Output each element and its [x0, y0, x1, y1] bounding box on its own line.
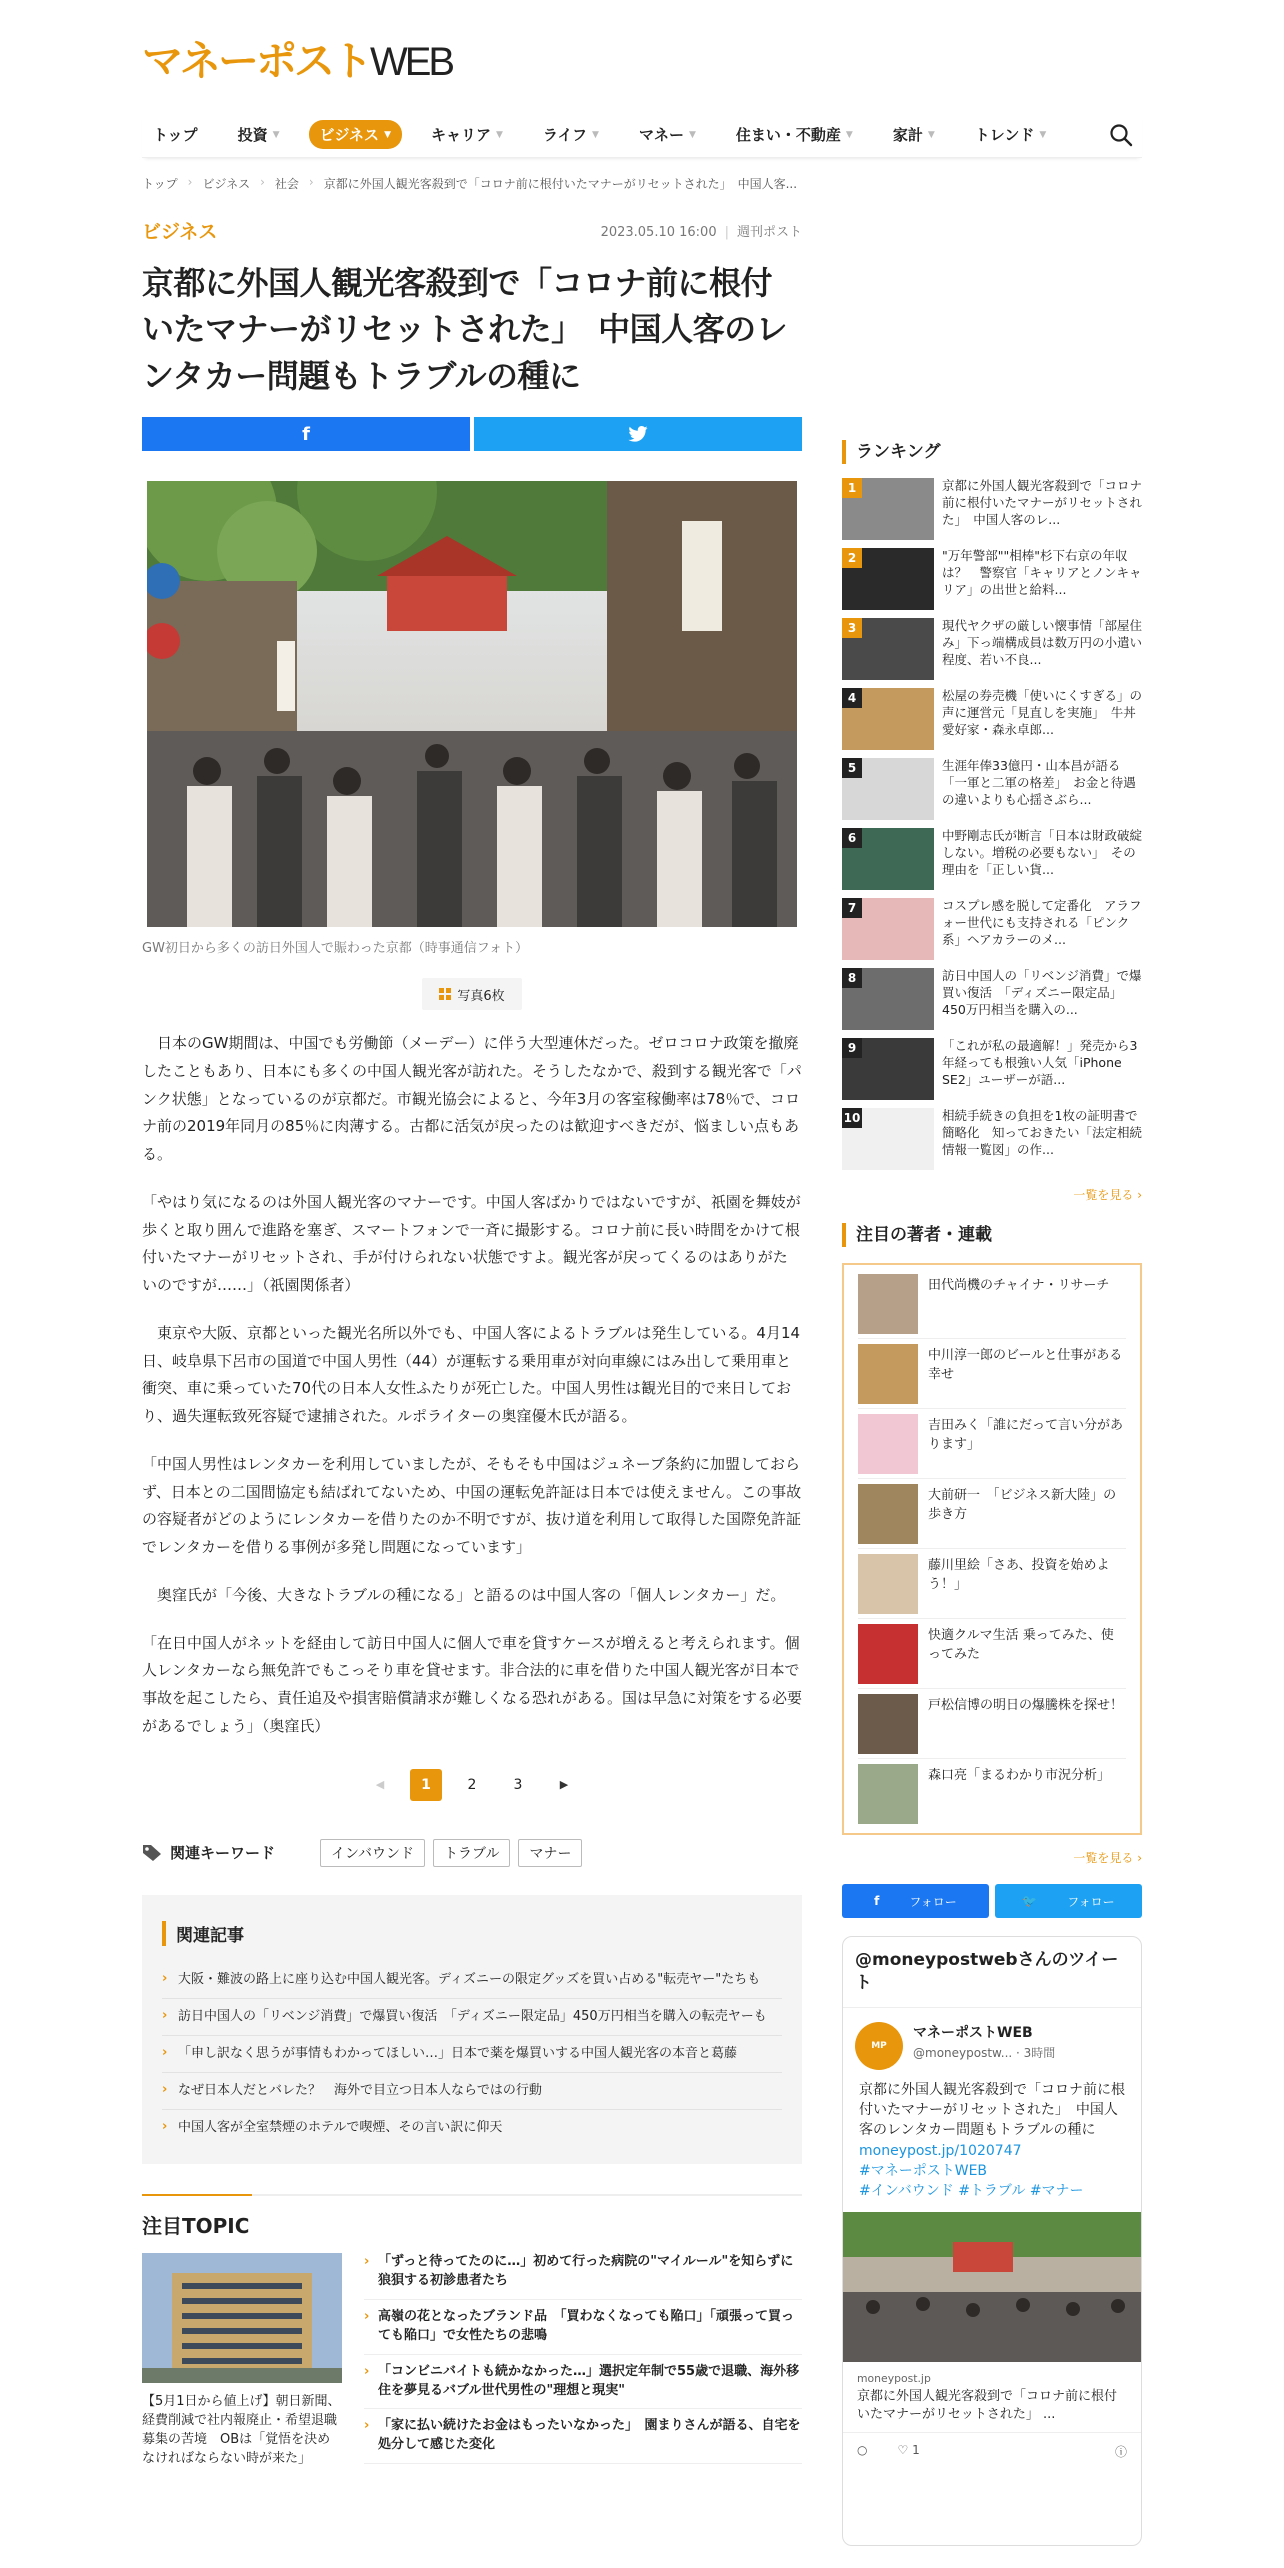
kyoto-street-image	[147, 481, 797, 927]
ranking-item[interactable]	[842, 548, 1142, 618]
nav-item-2[interactable]	[309, 120, 402, 149]
nav-item-label: トップ	[153, 126, 198, 144]
article-title: 京都に外国人観光客殺到で「コロナ前に根付いたマナーがリセットされた」 中国人客のレンタカー問題もトラブルの種に	[142, 264, 788, 395]
author-name: 大前研一 「ビジネス新大陸」の歩き方	[928, 1488, 1117, 1522]
author-avatar	[858, 1274, 918, 1334]
next-page-icon[interactable]: ▶	[559, 1778, 569, 1792]
ranking-item[interactable]	[842, 828, 1142, 898]
ranking-item[interactable]	[842, 758, 1142, 828]
author-item[interactable]	[858, 1689, 1126, 1759]
nav-item-label: 投資	[237, 126, 268, 144]
nav-item-1[interactable]	[227, 120, 291, 149]
breadcrumb-item[interactable]: トップ	[142, 177, 178, 191]
author-name: 快適クルマ生活 乗ってみた、使ってみた	[928, 1628, 1114, 1662]
nav-item-4[interactable]	[532, 120, 610, 149]
author-item[interactable]	[858, 1549, 1126, 1619]
article-photo[interactable]	[147, 481, 797, 927]
photo-gallery-button[interactable]	[422, 978, 522, 1010]
twitter-follow-button[interactable]	[995, 1884, 1142, 1918]
page-link-3[interactable]: 3	[513, 1776, 523, 1793]
tweet-text	[843, 2070, 1141, 2212]
site-header	[142, 0, 1142, 95]
info-icon[interactable]: ⓘ	[1114, 2445, 1127, 2460]
related-article-link[interactable]: › 中国人客が全室禁煙のホテルで喫煙、その言い訳に仰天	[162, 2110, 782, 2146]
breadcrumb-item: 京都に外国人観光客殺到で「コロナ前に根付いたマナーがリセットされた」 中国人客...	[323, 177, 798, 191]
ranking-title-text: 中野剛志氏が断言「日本は財政破綻しない。増税の必要もない」 その理由を「正しい貨...	[942, 828, 1142, 877]
pagination	[142, 1769, 802, 1801]
nav-item-8[interactable]	[964, 120, 1058, 149]
ranking-number: 8	[842, 968, 862, 988]
ranking-thumbnail	[842, 618, 934, 680]
nav-item-0[interactable]	[142, 120, 209, 149]
page-link-2[interactable]: 2	[467, 1776, 477, 1793]
authors-list	[842, 1263, 1142, 1835]
photo-gallery-label: 写真6枚	[457, 988, 505, 1004]
ranking-number: 5	[842, 758, 862, 778]
topic-link[interactable]: › 「コンビニバイトも続かなかった…」選択定年制で55歳で退職、海外移住を夢見るバブル世代男性の"理想と現実"	[364, 2363, 802, 2410]
tweet-card[interactable]	[843, 2362, 1141, 2434]
nav-item-label: ライフ	[542, 126, 588, 144]
tag-icon	[142, 1844, 162, 1862]
related-title: 関連記事	[162, 1921, 782, 1946]
ranking-thumbnail	[842, 1108, 934, 1170]
ranking-title-text: 訪日中国人の「リベンジ消費」で爆買い復活 「ディズニー限定品」450万円相当を購入の...	[942, 968, 1142, 1017]
author-avatar	[858, 1554, 918, 1614]
tweet-actions	[843, 2433, 1141, 2470]
ranking-thumbnail	[842, 1038, 934, 1100]
related-article-link[interactable]: › 訪日中国人の「リベンジ消費」で爆買い復活 「ディズニー限定品」450万円相当を購入の転売ヤーも	[162, 1999, 782, 2036]
author-item[interactable]	[858, 1479, 1126, 1549]
tweet-username: マネーポストWEB	[913, 2024, 1033, 2041]
breadcrumb-separator: ›	[260, 175, 265, 189]
article-body	[142, 1030, 802, 1741]
author-name: 藤川里絵「さあ、投資を始めよう！」	[928, 1558, 1110, 1592]
ranking-title-text: "万年警部""相棒"杉下右京の年収は？ 警察官「キャリアとノンキャリア」の出世と給料...	[942, 548, 1142, 597]
related-article-link[interactable]: › なぜ日本人だとバレた？ 海外で目立つ日本人ならではの行動	[162, 2073, 782, 2110]
ranking-thumbnail	[842, 968, 934, 1030]
article-source: 週刊ポスト	[736, 224, 802, 240]
author-name: 戸松信博の明日の爆騰株を探せ！	[928, 1698, 1124, 1713]
chevron-down-icon: ▼	[272, 129, 280, 140]
article-column	[142, 210, 802, 2472]
chevron-down-icon: ▼	[592, 129, 599, 140]
search-icon[interactable]	[1108, 122, 1134, 148]
site-logo[interactable]	[142, 30, 453, 85]
authors-title: 注目の著者・連載	[842, 1223, 1142, 1247]
keywords-heading	[142, 1842, 312, 1863]
topic-feature-text: 【5月1日から値上げ】朝日新聞、経費削減で社内報廃止・希望退職募集の苦境 OBは「覚悟を決めなければならない時が来た」	[142, 2394, 341, 2466]
tweet-avatar: MP	[855, 2022, 903, 2070]
ranking-thumbnail	[842, 688, 934, 750]
ranking-title-text: 生涯年俸33億円・山本昌が語る「一軍と二軍の格差」 お金と待遇の違いよりも心揺さぶら...	[942, 758, 1136, 807]
authors-more-label: 一覧を見る	[1073, 1851, 1134, 1865]
ranking-item[interactable]	[842, 968, 1142, 1038]
author-avatar	[858, 1484, 918, 1544]
tweet-link[interactable]: moneypost.jp/1020747	[859, 2142, 1022, 2159]
tweet-card-domain: moneypost.jp	[857, 2371, 931, 2385]
authors-more-link[interactable]: 一覧を見る ›	[1073, 1851, 1142, 1865]
nav-item-label: トレンド	[974, 126, 1035, 144]
breadcrumb-item[interactable]: 社会	[274, 177, 299, 191]
keywords-label: 関連キーワード	[170, 1844, 276, 1863]
ranking-item[interactable]	[842, 618, 1142, 688]
nav-item-label: マネー	[638, 126, 684, 144]
author-item[interactable]	[858, 1619, 1126, 1689]
article-paragraph: 「中国人男性はレンタカーを利用していましたが、そもそも中国はジュネーブ条約に加盟しておらず、日本との二国間協定も結ばれてないため、中国の運転免許証は日本では使えません。この事故の容疑者がどのようにレンタカーを借りたのか不明ですが、抜け道を利用して取得した国際免許証でレンタカーを借りる事例が多発し問題になっています」	[142, 1454, 802, 1557]
author-item[interactable]	[858, 1339, 1126, 1409]
ranking-number: 7	[842, 898, 862, 918]
nav-item-label: 住まい・不動産	[735, 126, 841, 144]
share-bar	[142, 417, 802, 451]
logo-sub: WEB	[370, 40, 453, 84]
author-name: 田代尚機のチャイナ・リサーチ	[928, 1278, 1110, 1293]
ranking-thumbnail	[842, 548, 934, 610]
ranking-item[interactable]	[842, 898, 1142, 968]
page-link-1[interactable]: 1	[410, 1769, 442, 1801]
tweet-header[interactable]: @moneypostwebさんのツイート	[843, 1937, 1141, 2008]
ranking-thumbnail	[842, 758, 934, 820]
topic-link[interactable]: › 「家に払い続けたお金はもったいなかった」 園まりさんが語る、自宅を処分して感じた変化	[364, 2417, 802, 2464]
related-article-link[interactable]: › 大阪・難波の路上に座り込む中国人観光客。ディズニーの限定グッズを買い占める"転売ヤー"たちも	[162, 1962, 782, 1999]
chevron-down-icon: ▼	[384, 129, 391, 140]
topic-title: 注目TOPIC	[142, 2214, 250, 2239]
chevron-down-icon: ▼	[1039, 129, 1047, 140]
reply-icon[interactable]: ○	[857, 2443, 868, 2458]
ranking-title: ランキング	[842, 440, 1142, 464]
author-avatar	[858, 1344, 918, 1404]
tweet-hashtags[interactable]: #マネーポストWEB #インバウンド #トラブル #マナー	[859, 2163, 1084, 2200]
facebook-share-button[interactable]	[142, 417, 470, 451]
prev-page-icon: ◀	[375, 1778, 385, 1792]
ranking-thumbnail	[842, 828, 934, 890]
ranking-number: 9	[842, 1038, 862, 1058]
ranking-item[interactable]	[842, 1038, 1142, 1108]
article-paragraph: 「在日中国人がネットを経由して訪日中国人に個人で車を貸すケースが増えると考えられます。個人レンタカーなら無免許でもこっそり車を貸せます。非合法的に車を借りた中国人観光客が日本で事故を起こしたら、責任追及や損害賠償請求が難しくなる恐れがある。国は早急に対策をする必要があるでしょう」（奥窪氏）	[142, 1633, 803, 1735]
author-item[interactable]	[858, 1269, 1126, 1339]
author-avatar	[858, 1764, 918, 1824]
ranking-item[interactable]	[842, 1108, 1142, 1178]
topic-feature[interactable]	[142, 2253, 342, 2472]
article-meta	[142, 210, 802, 250]
facebook-icon: f	[302, 423, 310, 445]
author-item[interactable]	[858, 1759, 1126, 1829]
nav-item-5[interactable]	[628, 120, 707, 149]
follow-buttons	[842, 1884, 1142, 1918]
article-paragraph: 日本のGW期間は、中国でも労働節（メーデー）に伴う大型連休だった。ゼロコロナ政策を撤廃したこともあり、日本にも多くの中国人観光客が訪れた。そうしたなかで、殺到する観光客で「パンク状態」となっているのが京都だ。市観光協会によると、今年3月の客室稼働率は78％で、コロナ前の2019年同月の85％に肉薄する。古都に活気が戻ったのは歓迎すべきだが、悩ましい点もある。	[142, 1034, 802, 1164]
ranking-number: 4	[842, 688, 862, 708]
breadcrumb-separator: ›	[308, 175, 314, 189]
related-article-link[interactable]: › 「申し訳なく思うが事情もわかってほしい…」日本で薬を爆買いする中国人観光客の本音と葛藤	[162, 2036, 782, 2073]
topic-link[interactable]: › 「ずっと待ってたのに…」初めて行った病院の"マイルール"を知らずに狼狽する初診患者たち	[364, 2253, 802, 2300]
tweet-handle: @moneypostw... · 3時間	[913, 2045, 1056, 2060]
logo-main: マネーポスト	[142, 37, 370, 85]
topic-link[interactable]: › 高嶺の花となったブランド品 「買わなくなっても陥口」「頑張って買っても陥口」で女性たちの悲鳴	[364, 2308, 802, 2355]
keyword-tag[interactable]: トラブル	[433, 1839, 510, 1867]
nav-item-label: 家計	[892, 126, 923, 144]
twitter-share-button[interactable]	[474, 417, 802, 451]
breadcrumb-item[interactable]: ビジネス	[202, 177, 251, 191]
keyword-tag[interactable]: マナー	[518, 1839, 582, 1867]
ranking-number: 1	[842, 478, 862, 498]
facebook-icon: f	[874, 1894, 880, 1908]
twitter-embed	[842, 1936, 1142, 2546]
nav-item-6[interactable]	[725, 120, 864, 149]
global-nav	[142, 112, 1142, 158]
facebook-follow-button[interactable]	[842, 1884, 989, 1918]
article-paragraph: 東京や大阪、京都といった観光名所以外でも、中国人客によるトラブルは発生している。4月14日、岐阜県下呂市の国道で中国人男性（44）が運転する乗用車が対向車線にはみ出して乗用車と衝突、車に乗っていた70代の日本人女性ふたりが死亡した。中国人男性は観光目的で来日しており、過失運転致死容疑で逮捕された。ルポライターの奥窪優木氏が語る。	[142, 1323, 801, 1426]
ranking-item[interactable]	[842, 688, 1142, 758]
tweet-body: 京都に外国人観光客殺到で「コロナ前に根付いたマナーがリセットされた」 中国人客のレンタカー問題もトラブルの種に	[859, 2081, 1125, 2139]
ranking-title-text: 現代ヤクザの厳しい懐事情「部屋住み」下っ端構成員は数万円の小遣い程度、若い不良...	[942, 618, 1142, 667]
ranking-item[interactable]	[842, 478, 1142, 548]
twitter-follow-label: フォロー	[1067, 1894, 1115, 1909]
twitter-icon: 🐦	[1022, 1894, 1038, 1908]
topic-feature-image	[142, 2253, 342, 2383]
article-paragraph: 奥窪氏が「今後、大きなトラブルの種になる」と語るのは中国人客の「個人レンタカー」だ。	[142, 1585, 786, 1604]
keyword-tag[interactable]: インバウンド	[320, 1839, 425, 1867]
ranking-title-text: 相続手続きの負担を1枚の証明書で簡略化 知っておきたい「法定相続情報一覧図」の作...	[942, 1108, 1142, 1157]
twitter-icon	[628, 426, 648, 442]
author-name: 吉田みく「誰にだって言い分があります」	[928, 1418, 1124, 1452]
chevron-down-icon: ▼	[845, 129, 853, 140]
ranking-number: 10	[842, 1108, 862, 1128]
article-category[interactable]: ビジネス	[142, 220, 218, 243]
tweet-card-title: 京都に外国人観光客殺到で「コロナ前に根付いたマナーがリセットされた」 ...	[857, 2388, 1118, 2423]
nav-item-label: キャリア	[430, 126, 491, 144]
nav-item-3[interactable]	[420, 120, 514, 149]
related-keywords	[142, 1839, 802, 1867]
author-name: 森口亮「まるわかり市況分析」	[928, 1768, 1111, 1783]
chevron-down-icon: ▼	[496, 129, 503, 140]
breadcrumb	[142, 175, 802, 192]
article-paragraph: 「やはり気になるのは外国人観光客のマナーです。中国人客ばかりではないですが、祇園を舞妓が歩くと取り囲んで進路を塞ぎ、スマートフォンで一斉に撮影する。コロナ前に長い時間をかけて根付いたマナーがリセットされ、手が付けられない状態ですよ。観光客が戻ってくるのはありがたいのですが……」（祇園関係者）	[142, 1192, 801, 1295]
ranking-list	[842, 478, 1142, 1178]
related-articles	[142, 1895, 802, 2165]
chevron-down-icon: ▼	[927, 129, 935, 140]
sidebar	[842, 440, 1142, 2546]
ranking-more-label: 一覧を見る	[1073, 1188, 1134, 1202]
facebook-follow-label: フォロー	[909, 1894, 957, 1909]
ranking-more-link[interactable]: 一覧を見る ›	[1073, 1188, 1142, 1202]
topic-list	[364, 2253, 802, 2472]
author-avatar	[858, 1694, 918, 1754]
ranking-thumbnail	[842, 478, 934, 540]
chevron-down-icon: ▼	[688, 129, 696, 140]
like-count: 1	[912, 2443, 920, 2458]
gallery-grid-icon	[439, 988, 451, 1000]
ranking-number: 3	[842, 618, 862, 638]
author-avatar	[858, 1414, 918, 1474]
author-name: 中川淳一郎のビールと仕事がある幸せ	[928, 1348, 1123, 1382]
article-date-text: 2023.05.10 16:00	[600, 224, 717, 240]
photo-caption: GW初日から多くの訪日外国人で賑わった京都（時事通信フォト）	[142, 941, 529, 957]
article-date: 2023.05.10 16:00 | 週刊ポスト	[600, 224, 802, 240]
nav-item-7[interactable]	[882, 120, 946, 149]
ranking-number: 2	[842, 548, 862, 568]
nav-item-label: ビジネス	[319, 126, 380, 144]
ranking-number: 6	[842, 828, 862, 848]
ranking-title-text: 京都に外国人観光客殺到で「コロナ前に根付いたマナーがリセットされた」 中国人客のレ...	[942, 478, 1142, 527]
ranking-thumbnail	[842, 898, 934, 960]
ranking-title-text: 松屋の券売機「使いにくすぎる」の声に運営元「見直しを実施」 牛丼愛好家・森永卓郎...	[942, 688, 1142, 737]
ranking-title-text: 「これが私の最適解！」発売から3年経っても根強い人気「iPhone SE2」ユーザーが語...	[942, 1038, 1138, 1087]
author-avatar	[858, 1624, 918, 1684]
tweet-user[interactable]	[843, 2008, 1141, 2070]
topic-section	[142, 2194, 802, 2472]
breadcrumb-separator: ›	[187, 175, 193, 189]
tweet-image[interactable]	[843, 2212, 1141, 2362]
like-button[interactable]: ♡ 1	[897, 2443, 920, 2458]
ranking-title-text: コスプレ感を脱して定番化 アラフォー世代にも支持される「ピンク系」ヘアカラーのメ...	[942, 898, 1142, 947]
author-item[interactable]	[858, 1409, 1126, 1479]
